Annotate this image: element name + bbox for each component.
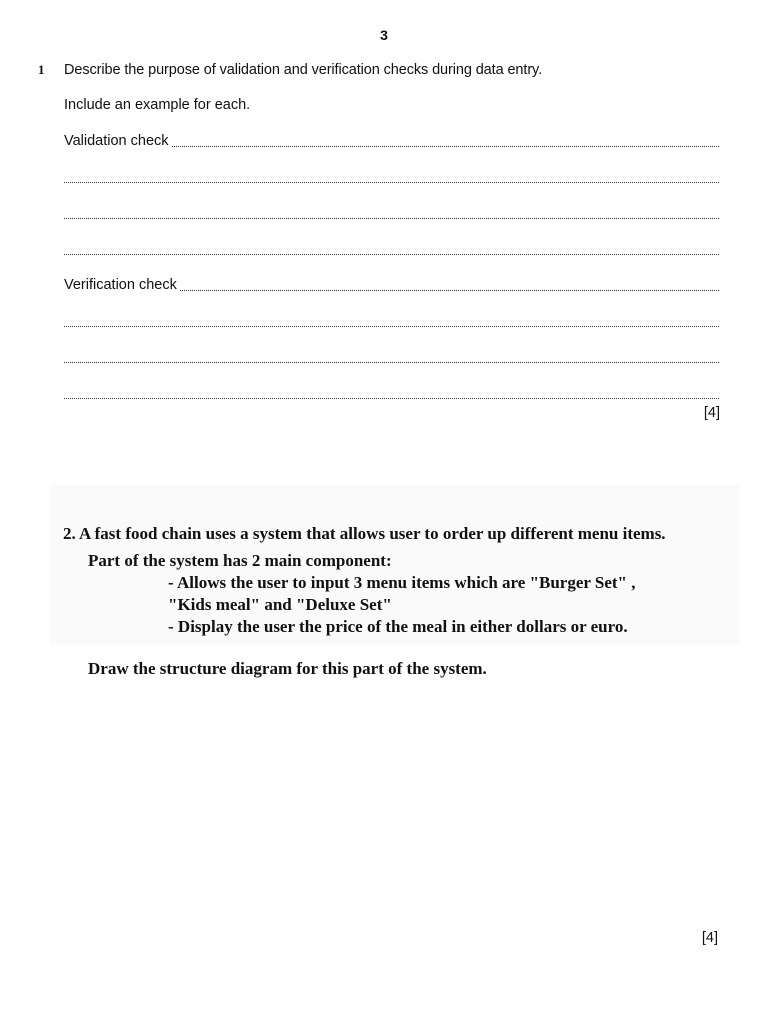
- answer-dots: [64, 362, 719, 363]
- question-1-marks: [4]: [703, 405, 720, 421]
- answer-dots: [180, 290, 719, 291]
- question-2-draw-instruction: Draw the structure diagram for this part of the system.: [88, 659, 487, 678]
- question-1-prompt: Describe the purpose of validation and verification checks during data entry.: [64, 62, 543, 78]
- answer-line[interactable]: [64, 348, 719, 366]
- answer-dots: [64, 398, 719, 399]
- answer-line[interactable]: [64, 384, 719, 402]
- answer-dots: [172, 146, 719, 147]
- validation-check-label: Validation check: [64, 133, 169, 149]
- verification-check-label: Verification check: [64, 277, 177, 293]
- question-2-components-intro: Part of the system has 2 main component:: [88, 551, 392, 570]
- page-number: 3: [380, 27, 388, 43]
- answer-line[interactable]: [64, 240, 719, 258]
- answer-line[interactable]: [64, 312, 719, 330]
- validation-answer-line[interactable]: [64, 132, 719, 150]
- answer-dots: [64, 182, 719, 183]
- answer-dots: [64, 218, 719, 219]
- verification-answer-line[interactable]: [64, 276, 719, 294]
- question-2-marks: [4]: [701, 930, 718, 946]
- answer-dots: [64, 254, 719, 255]
- answer-dots: [64, 326, 719, 327]
- question-2-bullet-2: - Display the user the price of the meal in either dollars or euro.: [168, 617, 628, 636]
- answer-line[interactable]: [64, 204, 719, 222]
- question-1-number: 1: [38, 62, 45, 77]
- question-2-bullet-1-continued: "Kids meal" and "Deluxe Set": [168, 595, 392, 614]
- answer-line[interactable]: [64, 168, 719, 186]
- question-2-stem: 2. A fast food chain uses a system that allows user to order up different menu items.: [63, 524, 666, 543]
- question-2-bullet-1: - Allows the user to input 3 menu items which are "Burger Set" ,: [168, 573, 636, 592]
- question-1-instruction: Include an example for each.: [64, 97, 251, 113]
